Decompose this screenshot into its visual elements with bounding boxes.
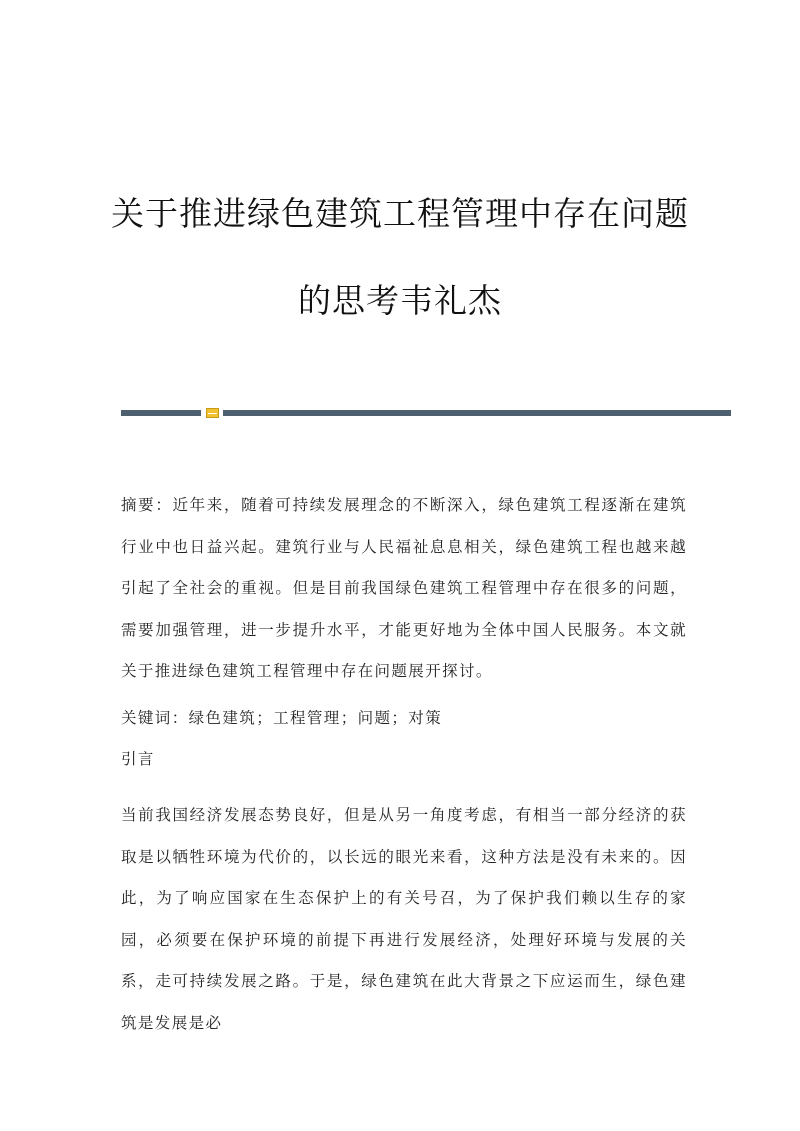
title-divider <box>121 408 731 418</box>
intro-paragraph: 当前我国经济发展态势良好，但是从另一角度考虑，有相当一部分经济的获取是以牺牲环境为代价的，以长远的眼光来看，这种方法是没有未来的。因此，为了响应国家在生态保护上的有关号召，为了保护我们赖以生存的家园，必须要在保护环境的前提下再进行发展经济，处理好环境与发展的关系，走可持续发展之路。于是，绿色建筑在此大背景之下应运而生，绿色建筑是发展是必 <box>121 806 687 1032</box>
divider-ornament-icon <box>206 408 219 418</box>
document-title-line-1: 关于推进绿色建筑工程管理中存在问题 <box>111 194 689 233</box>
divider-bar-left <box>121 410 201 416</box>
divider-bar-right <box>223 410 731 416</box>
document-title-line-2: 的思考韦礼杰 <box>298 281 502 320</box>
intro-heading: 引言 <box>121 750 155 768</box>
abstract-paragraph: 摘要：近年来，随着可持续发展理念的不断深入，绿色建筑工程逐渐在建筑行业中也日益兴起。建筑行业与人民福祉息息相关，绿色建筑工程也越来越引起了全社会的重视。但是目前我国绿色建筑工程管理中存在很多的问题，需要加强管理，进一步提升水平，才能更好地为全体中国人民服务。本文就关于推进绿色建筑工程管理中存在问题展开探讨。 <box>121 496 687 680</box>
keywords-line: 关键词：绿色建筑；工程管理；问题；对策 <box>121 709 443 727</box>
